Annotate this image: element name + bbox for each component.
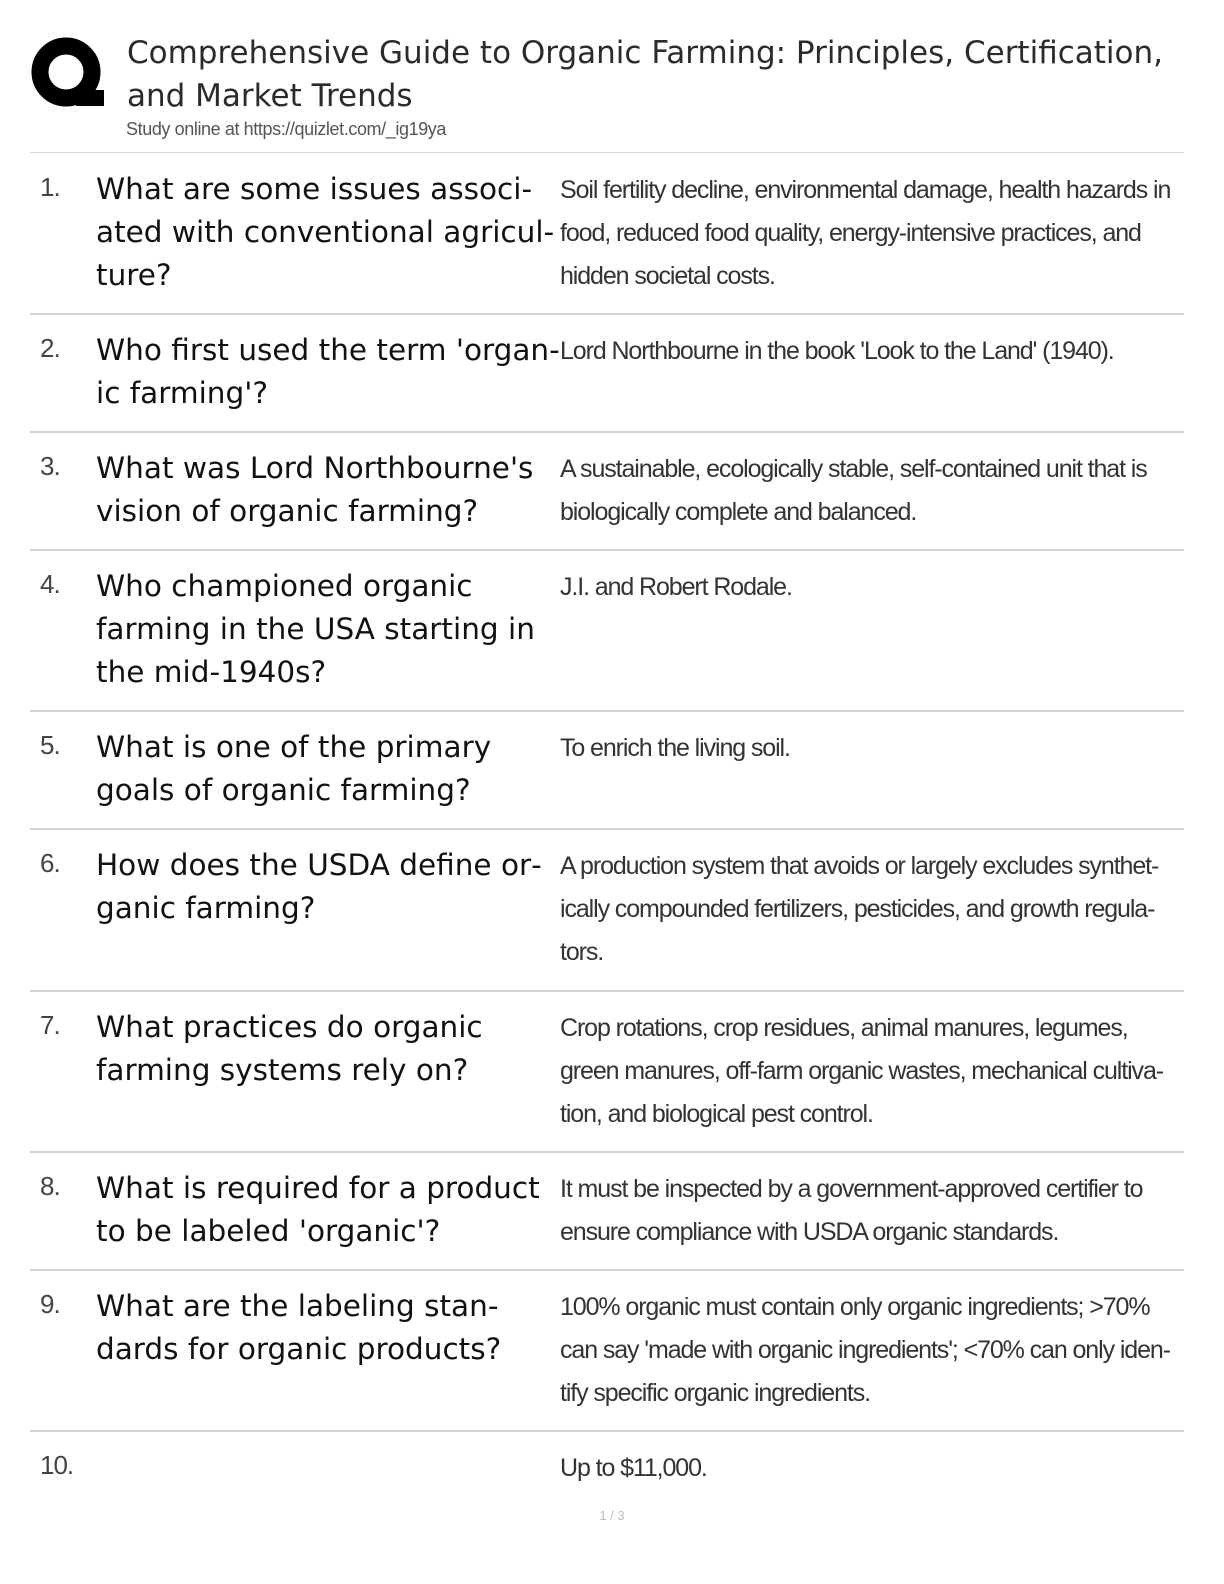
flashcard-row [30,712,1184,830]
flashcard-row [30,433,1184,551]
card-term: What is required for a product to be labeled 'organic'? [96,1171,540,1248]
card-definition: Up to $11,000. [560,1454,707,1482]
card-term: Who championed organic farming in the USA starting in the mid-1940s? [96,569,535,689]
flashcard-row [30,1153,1184,1271]
card-number: 9. [40,1289,60,1319]
card-term: What is one of the primary goals of organic farming? [96,730,492,807]
card-term: What are the labeling standards for organic products? [96,1289,502,1366]
card-definition: A production system that avoids or largely excludes synthetically compounded fertilizers, pesticides, and growth regulators. [560,852,1160,966]
flashcard-row [30,1271,1184,1432]
flashcard-row [30,154,1184,315]
flashcard-row [30,992,1184,1153]
card-term: How does the USDA define organic farming? [96,848,542,925]
card-definition: A sustainable, ecologically stable, self-contained unit that is biologically complete and balanced. [560,455,1147,526]
card-number: 3. [40,451,60,481]
flashcard-row [30,830,1184,992]
flashcard-row [30,551,1184,712]
flashcard-row [30,1432,1184,1512]
card-definition: Crop rotations, crop residues, animal manures, legumes, green manures, off-farm organic wastes, mechanical cultivation, and biological pest control. [560,1014,1165,1128]
header-divider [30,152,1184,153]
card-number: 2. [40,333,60,363]
card-number: 6. [40,848,60,878]
document-header [30,30,1190,152]
card-term: What was Lord Northbourne's vision of organic farming? [96,451,534,528]
card-definition: Soil fertility decline, environmental damage, health hazards in food, reduced food quality, energy-intensive practices, and hidden societal costs. [560,176,1171,290]
card-definition: J.I. and Robert Rodale. [560,573,792,601]
card-definition: Lord Northbourne in the book 'Look to the Land' (1940). [560,337,1114,365]
card-term: Who first used the term 'organic farming'? [96,333,560,410]
card-definition: It must be inspected by a government-approved certifier to ensure compliance with USDA organic standards. [560,1175,1143,1246]
document-title: Comprehensive Guide to Organic Farming: Principles, Certification, and Market Trends [127,35,1164,114]
quizlet-logo-icon [30,36,108,114]
flashcard-row [30,315,1184,433]
card-number: 1. [40,172,60,202]
page-number: 1 / 3 [599,1508,625,1523]
study-link-text: Study online at https://quizlet.com/_ig19ya [126,119,447,139]
card-number: 5. [40,730,60,760]
card-definition: To enrich the living soil. [560,734,790,762]
card-number: 8. [40,1171,60,1201]
card-term: What are some issues associated with conventional agriculture? [96,172,555,292]
card-definition: 100% organic must contain only organic ingredients; >70% can say 'made with organic ingredients'; <70% can only identify specific organic ingredients. [560,1293,1172,1407]
card-number: 10. [40,1450,74,1480]
card-number: 7. [40,1010,60,1040]
card-term: What practices do organic farming systems rely on? [96,1010,483,1087]
card-number: 4. [40,569,60,599]
